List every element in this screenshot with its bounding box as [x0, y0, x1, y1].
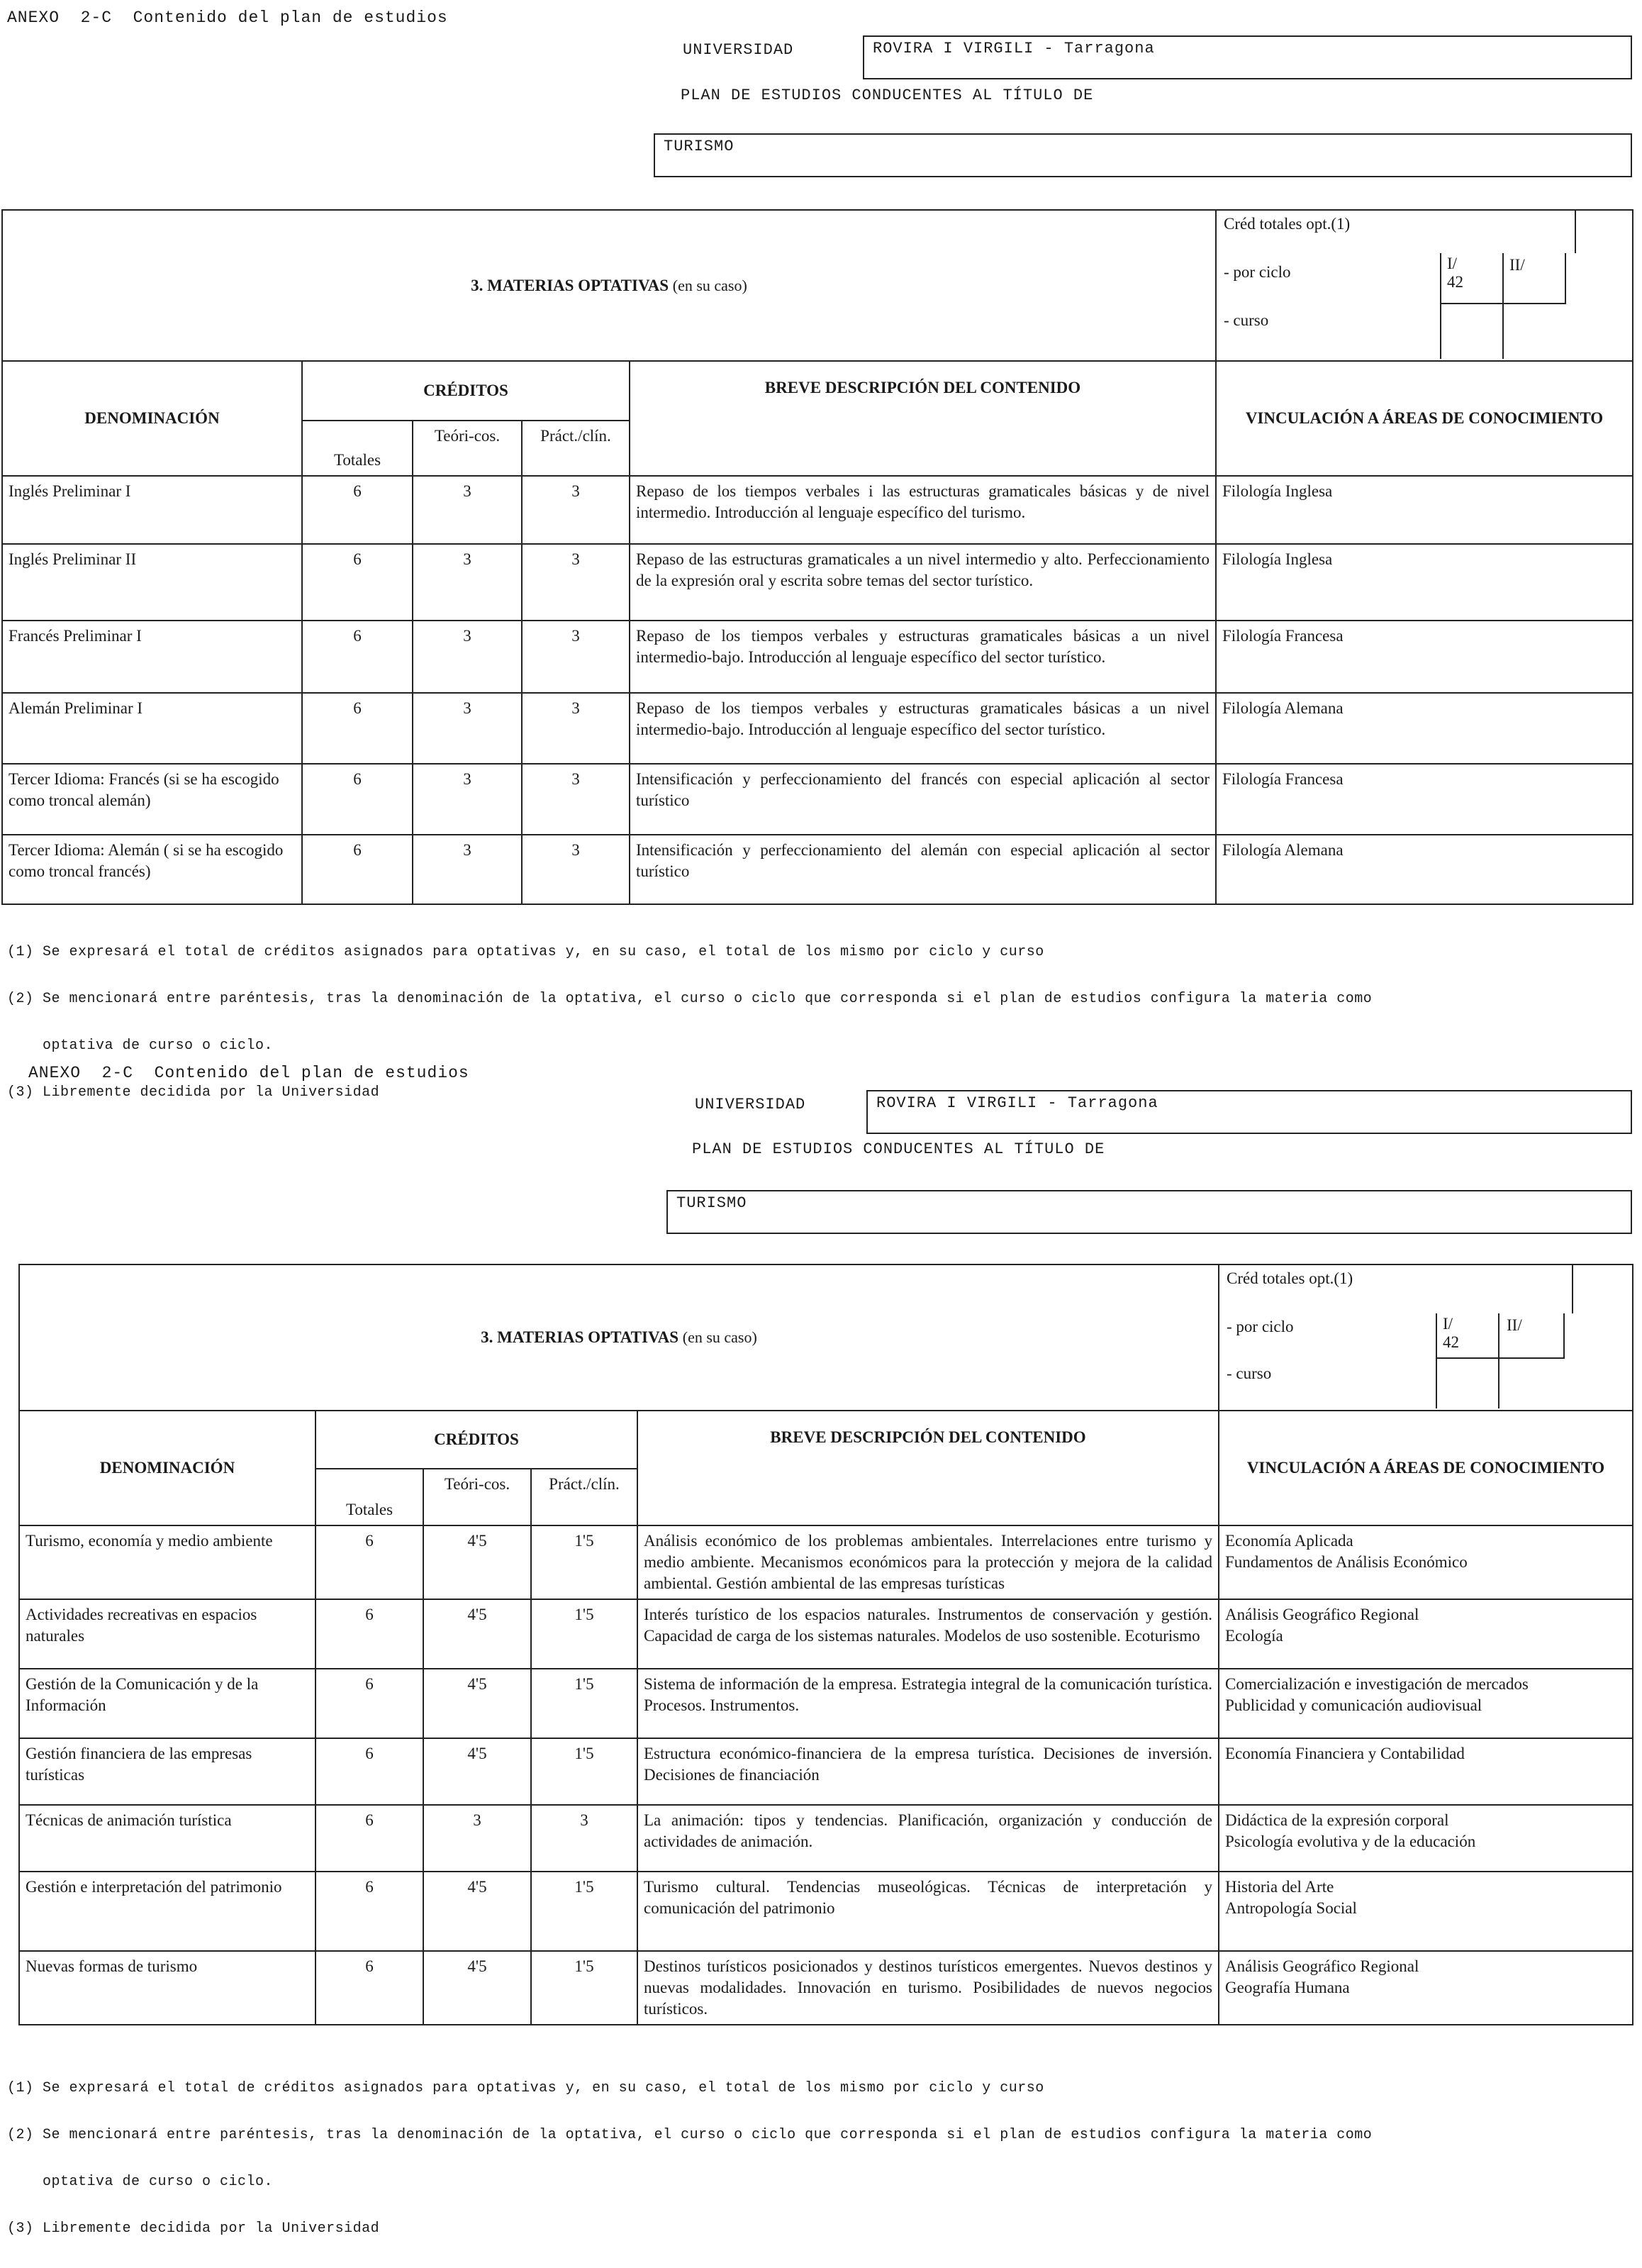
section-title-text: 3. MATERIAS OPTATIVAS: [471, 276, 669, 294]
annex-title: ANEXO 2-C Contenido del plan de estudios: [7, 9, 448, 27]
table-row: [19, 1669, 1633, 1738]
section-title-text: 3. MATERIAS OPTATIVAS: [481, 1328, 678, 1346]
cycle-I-value: 42: [1443, 1333, 1459, 1351]
credits-theory: 3: [413, 764, 522, 835]
footnote-1: (1) Se expresará el total de créditos asignados para optativas y, en su caso, el total de los mismo por ciclo y curso: [7, 944, 1044, 960]
cell-divider: [1575, 211, 1576, 253]
cycle-I-label: I/ 42: [1443, 1315, 1459, 1351]
credits-theory: 3: [413, 693, 522, 764]
cell-divider: [1563, 1313, 1565, 1357]
table-row: [19, 1599, 1633, 1669]
table-row: [2, 621, 1633, 693]
cell-divider: [1440, 303, 1566, 304]
knowledge-area: Filología Inglesa: [1216, 476, 1633, 544]
cell-divider: [1440, 253, 1441, 359]
credits-practice: 1'5: [531, 1738, 637, 1805]
cell-divider: [1565, 253, 1566, 303]
section-title: [2, 210, 1216, 361]
header-creditos: CRÉDITOS: [315, 1411, 637, 1469]
document-page-2: [0, 1064, 1642, 2237]
subject-name: Francés Preliminar I: [2, 621, 302, 693]
header-practicos: Práct./clín.: [531, 1469, 637, 1525]
credits-theory: 3: [413, 476, 522, 544]
credits-theory: 3: [413, 835, 522, 904]
university-field: ROVIRA I VIRGILI - Tarragona: [866, 1090, 1632, 1134]
content-description: Repaso de los tiempos verbales y estructuras gramaticales básicas a un nivel intermedio-bajo. Introducción al lenguaje específico del sector turístico.: [630, 693, 1216, 764]
credits-theory: 4'5: [423, 1738, 531, 1805]
knowledge-area: Filología Francesa: [1216, 764, 1633, 835]
university-field: ROVIRA I VIRGILI - Tarragona: [863, 35, 1632, 79]
subject-name: Tercer Idioma: Francés (si se ha escogido como troncal alemán): [2, 764, 302, 835]
credits-theory: 3: [423, 1805, 531, 1872]
course-label: - curso: [1224, 311, 1269, 329]
knowledge-area: Filología Francesa: [1216, 621, 1633, 693]
subject-name: Gestión e interpretación del patrimonio: [19, 1872, 315, 1951]
credits-total-label: Créd totales opt.(1): [1227, 1269, 1353, 1287]
cycle-II-label: II/: [1507, 1316, 1522, 1334]
content-description: Intensificación y perfeccionamiento del alemán con especial aplicación al sector turístico: [630, 835, 1216, 904]
degree-field: TURISMO: [666, 1190, 1632, 1234]
knowledge-area: Economía Financiera y Contabilidad: [1219, 1738, 1633, 1805]
credits-total: 6: [315, 1599, 423, 1669]
credits-theory: 4'5: [423, 1525, 531, 1599]
credits-theory: 4'5: [423, 1599, 531, 1669]
credits-practice: 3: [522, 835, 630, 904]
subject-name: Técnicas de animación turística: [19, 1805, 315, 1872]
university-label: UNIVERSIDAD: [683, 41, 794, 59]
credits-practice: 3: [522, 693, 630, 764]
credits-practice: 3: [522, 764, 630, 835]
credits-total: 6: [315, 1872, 423, 1951]
credits-total: 6: [315, 1669, 423, 1738]
content-description: Sistema de información de la empresa. Estrategia integral de la comunicación turística. Procesos. Instrumentos.: [637, 1669, 1219, 1738]
footnote-2-cont: optativa de curso o ciclo.: [7, 2174, 274, 2190]
footnotes: [7, 2050, 1372, 2268]
table-row: [2, 835, 1633, 904]
section-title-note: (en su caso): [672, 276, 747, 294]
content-description: Estructura económico-financiera de la empresa turística. Decisiones de inversión. Decisiones de financiación: [637, 1738, 1219, 1805]
subject-name: Alemán Preliminar I: [2, 693, 302, 764]
content-description: Repaso de los tiempos verbales y estructuras gramaticales básicas a un nivel intermedio-bajo. Introducción al lenguaje específico del sector turístico.: [630, 621, 1216, 693]
table-row: [19, 1872, 1633, 1951]
plan-label: PLAN DE ESTUDIOS CONDUCENTES AL TÍTULO DE: [692, 1140, 1105, 1158]
header-teoricos: Teóri-cos.: [423, 1469, 531, 1525]
cell-divider: [1436, 1313, 1437, 1408]
content-description: Interés turístico de los espacios naturales. Instrumentos de conservación y gestión. Capacidad de carga de los sistemas naturales. Modelos de uso sostenible. Ecoturismo: [637, 1599, 1219, 1669]
optional-subjects-table: [1, 209, 1633, 905]
knowledge-area: Filología Alemana: [1216, 835, 1633, 904]
table-row: [2, 764, 1633, 835]
footnote-3: (3) Libremente decidida por la Universidad: [7, 2220, 380, 2237]
header-vinculacion: VINCULACIÓN A ÁREAS DE CONOCIMIENTO: [1219, 1411, 1633, 1525]
knowledge-area: Historia del Arte Antropología Social: [1219, 1872, 1633, 1951]
subject-name: Tercer Idioma: Alemán ( si se ha escogido como troncal francés): [2, 835, 302, 904]
cell-divider: [1502, 253, 1504, 359]
credits-practice: 1'5: [531, 1669, 637, 1738]
cycle-I-value: 42: [1447, 273, 1463, 291]
header-totales: Totales: [315, 1469, 423, 1525]
credits-total: 6: [315, 1525, 423, 1599]
credits-theory: 4'5: [423, 1669, 531, 1738]
knowledge-area: Comercialización e investigación de mercados Publicidad y comunicación audiovisual: [1219, 1669, 1633, 1738]
subject-name: Inglés Preliminar I: [2, 476, 302, 544]
subject-name: Turismo, economía y medio ambiente: [19, 1525, 315, 1599]
subject-name: Actividades recreativas en espacios naturales: [19, 1599, 315, 1669]
credits-practice: 1'5: [531, 1951, 637, 2025]
header-practicos: Práct./clín.: [522, 421, 630, 476]
cell-divider: [1498, 1313, 1499, 1408]
credits-total: 6: [302, 835, 413, 904]
university-label: UNIVERSIDAD: [695, 1096, 806, 1113]
header-totales: Totales: [302, 421, 413, 476]
knowledge-area: Economía Aplicada Fundamentos de Análisis Económico: [1219, 1525, 1633, 1599]
credits-practice: 1'5: [531, 1525, 637, 1599]
document-page-1: [0, 0, 1642, 1101]
content-description: La animación: tipos y tendencias. Planificación, organización y conducción de actividades de animación.: [637, 1805, 1219, 1872]
footnote-3: (3) Libremente decidida por la Universidad: [7, 1084, 380, 1101]
knowledge-area: Análisis Geográfico Regional Geografía Humana: [1219, 1951, 1633, 2025]
credits-total: 6: [315, 1805, 423, 1872]
degree-field: TURISMO: [654, 133, 1632, 177]
knowledge-area: Didáctica de la expresión corporal Psicología evolutiva y de la educación: [1219, 1805, 1633, 1872]
knowledge-area: Análisis Geográfico Regional Ecología: [1219, 1599, 1633, 1669]
credits-total: 6: [302, 693, 413, 764]
content-description: Análisis económico de los problemas ambientales. Interrelaciones entre turismo y medio ambiente. Mecanismos económicos para la protección y mejora de la calidad ambiental. Gestión ambiental de las empresas turísticas: [637, 1525, 1219, 1599]
table-row: [2, 544, 1633, 621]
header-descripcion: BREVE DESCRIPCIÓN DEL CONTENIDO: [637, 1411, 1219, 1525]
table-row: [19, 1525, 1633, 1599]
credits-total-label: Créd totales opt.(1): [1224, 215, 1351, 233]
annex-title: ANEXO 2-C Contenido del plan de estudios: [28, 1064, 469, 1082]
credits-practice: 1'5: [531, 1872, 637, 1951]
footnote-2: (2) Se mencionará entre paréntesis, tras la denominación de la optativa, el curso o ciclo que corresponda si el plan de estudios configura la materia como: [7, 991, 1373, 1007]
subject-name: Nuevas formas de turismo: [19, 1951, 315, 2025]
credits-total: 6: [302, 764, 413, 835]
content-description: Repaso de las estructuras gramaticales a un nivel intermedio y alto. Perfeccionamiento de la expresión oral y escrita sobre temas del sector turístico.: [630, 544, 1216, 621]
credits-summary-cell: [1219, 1264, 1633, 1411]
credits-total: 6: [302, 544, 413, 621]
cell-divider: [1572, 1265, 1573, 1313]
table-row: [19, 1738, 1633, 1805]
optional-subjects-table: [18, 1264, 1633, 2025]
header-vinculacion: VINCULACIÓN A ÁREAS DE CONOCIMIENTO: [1216, 361, 1633, 476]
content-description: Intensificación y perfeccionamiento del francés con especial aplicación al sector turístico: [630, 764, 1216, 835]
credits-theory: 4'5: [423, 1951, 531, 2025]
credits-practice: 3: [531, 1805, 637, 1872]
section-title-note: (en su caso): [682, 1328, 757, 1346]
knowledge-area: Filología Alemana: [1216, 693, 1633, 764]
credits-theory: 3: [413, 544, 522, 621]
header-creditos: CRÉDITOS: [302, 361, 630, 421]
course-label: - curso: [1227, 1364, 1272, 1382]
cycle-I-label: I/ 42: [1447, 255, 1463, 291]
footnote-2-cont: optativa de curso o ciclo.: [7, 1038, 274, 1054]
footnote-1: (1) Se expresará el total de créditos asignados para optativas y, en su caso, el total de los mismo por ciclo y curso: [7, 2080, 1044, 2096]
credits-practice: 3: [522, 544, 630, 621]
header-denominacion: DENOMINACIÓN: [19, 1411, 315, 1525]
per-cycle-label: - por ciclo: [1227, 1318, 1294, 1335]
header-teoricos: Teóri-cos.: [413, 421, 522, 476]
content-description: Turismo cultural. Tendencias museológicas. Técnicas de interpretación y comunicación del patrimonio: [637, 1872, 1219, 1951]
section-title: [19, 1264, 1219, 1411]
footnote-2: (2) Se mencionará entre paréntesis, tras la denominación de la optativa, el curso o ciclo que corresponda si el plan de estudios configura la materia como: [7, 2127, 1373, 2143]
table-row: [2, 693, 1633, 764]
credits-practice: 3: [522, 476, 630, 544]
credits-total: 6: [315, 1951, 423, 2025]
header-denominacion: DENOMINACIÓN: [2, 361, 302, 476]
plan-label: PLAN DE ESTUDIOS CONDUCENTES AL TÍTULO DE: [681, 87, 1094, 104]
subject-name: Gestión financiera de las empresas turísticas: [19, 1738, 315, 1805]
cycle-II-label: II/: [1509, 256, 1525, 274]
credits-total: 6: [302, 476, 413, 544]
content-description: Destinos turísticos posicionados y destinos turísticos emergentes. Nuevos destinos y nuevas modalidades. Innovación en turismo. Posibilidades de nuevos negocios turísticos.: [637, 1951, 1219, 2025]
credits-practice: 1'5: [531, 1599, 637, 1669]
subject-name: Gestión de la Comunicación y de la Información: [19, 1669, 315, 1738]
header-descripcion: BREVE DESCRIPCIÓN DEL CONTENIDO: [630, 361, 1216, 476]
subject-name: Inglés Preliminar II: [2, 544, 302, 621]
credits-theory: 3: [413, 621, 522, 693]
credits-total: 6: [315, 1738, 423, 1805]
knowledge-area: Filología Inglesa: [1216, 544, 1633, 621]
cell-divider: [1436, 1357, 1565, 1359]
credits-summary-cell: [1216, 210, 1633, 361]
credits-total: 6: [302, 621, 413, 693]
per-cycle-label: - por ciclo: [1224, 263, 1291, 281]
credits-theory: 4'5: [423, 1872, 531, 1951]
content-description: Repaso de los tiempos verbales i las estructuras gramaticales básicas y de nivel intermedio. Introducción al lenguaje específico del turismo.: [630, 476, 1216, 544]
table-row: [19, 1805, 1633, 1872]
table-row: [19, 1951, 1633, 2025]
table-row: [2, 476, 1633, 544]
credits-practice: 3: [522, 621, 630, 693]
